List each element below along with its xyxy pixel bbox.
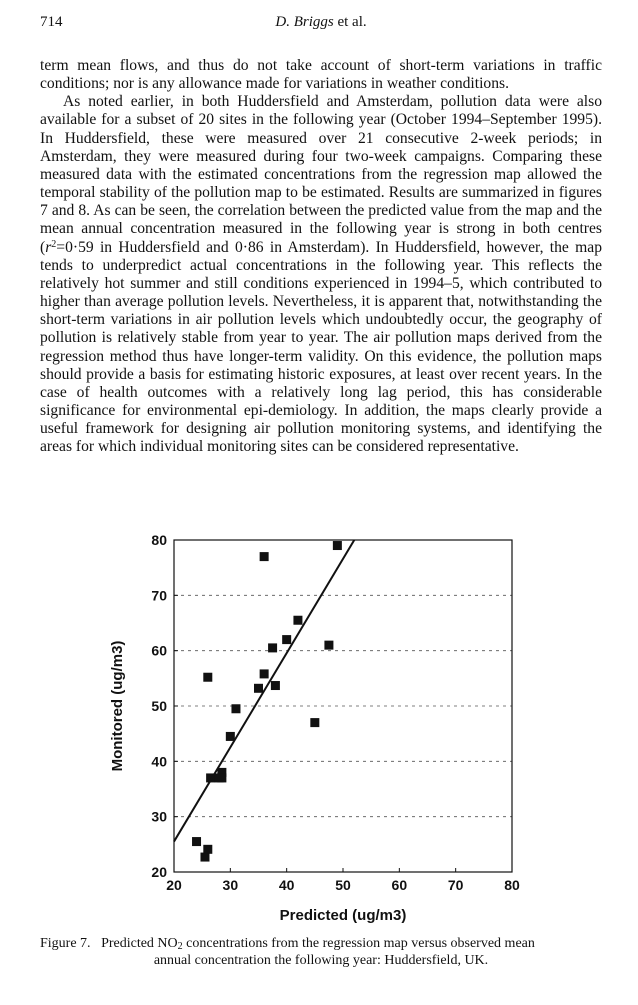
data-point (271, 681, 280, 690)
data-point (192, 837, 201, 846)
x-tick-label: 80 (504, 877, 520, 893)
paragraph-2-part-b: =0·59 in Huddersfield and 0·86 in Amsterdam). In Huddersfield, however, the map tends to underpredict actual concentrations in the following year. This reflects the relatively hot summer and still conditions experienced in 1994–5, which contributed to higher than average pollution levels. Nevertheless, it is apparent that, notwithstanding the short-term variations in air pollution levels which undoubtedly occur, the geography of pollution is relatively stable from year to year. The air pollution maps derived from the regression method thus have longer-term validity. On this evidence, the pollution maps should provide a basis for estimating historic exposures, at least over recent years. In the case of health outcomes with a relatively long lag period, this has considerable significance for environmental epi-demiology. In addition, the maps clearly provide a useful framework for designing air pollution monitoring systems, and identifying the areas for which individual monitoring sites can be considered representative. (40, 238, 602, 456)
x-tick-label: 40 (278, 877, 295, 893)
x-axis-label: Predicted (ug/m3) (279, 907, 407, 924)
figure-caption (40, 935, 602, 969)
data-point (203, 673, 212, 682)
figure-7-chart (100, 520, 530, 930)
x-tick-label: 30 (222, 877, 239, 893)
data-point (226, 732, 235, 741)
chart-points (192, 541, 342, 862)
author-suffix: et al. (333, 14, 367, 30)
data-point (203, 845, 212, 854)
data-point (324, 641, 333, 650)
x-tick-label: 70 (447, 877, 464, 893)
caption-label: Figure 7. (40, 936, 91, 951)
page-number: 714 (40, 14, 63, 30)
chart-fit-line-group (174, 540, 354, 842)
x-tick-label: 20 (166, 877, 182, 893)
caption-text-a: Predicted NO (101, 936, 178, 951)
data-point (254, 684, 263, 693)
caption-line-2: annual concentration the following year: Huddersfield, UK. (153, 953, 489, 968)
data-point (268, 643, 277, 652)
y-tick-label: 60 (151, 642, 167, 659)
y-tick-label: 30 (151, 808, 167, 825)
data-point (231, 704, 240, 713)
paragraph-1: term mean flows, and thus do not take account of short-term variations in traffic conditions; nor is any allowance made for variations in weather conditions. (40, 57, 602, 93)
data-point (293, 616, 302, 625)
data-point (217, 773, 226, 782)
chart-grid (174, 595, 512, 816)
running-header (40, 14, 602, 34)
chart-ticks (151, 532, 520, 893)
x-tick-label: 60 (391, 877, 408, 893)
running-head-author (40, 14, 602, 31)
y-tick-label: 40 (151, 753, 167, 770)
data-point (260, 552, 269, 561)
x-tick-label: 50 (335, 877, 351, 893)
data-point (333, 541, 342, 550)
caption-text-b: concentrations from the regression map versus observed mean (182, 936, 535, 951)
caption-subscript: 2 (177, 941, 183, 952)
author-name: D. Briggs (275, 14, 334, 30)
y-tick-label: 70 (151, 587, 167, 604)
y-tick-label: 80 (151, 532, 167, 548)
y-axis-label: Monitored (ug/m3) (109, 640, 126, 772)
data-point (260, 669, 269, 678)
data-point (200, 853, 209, 862)
r-symbol: r (45, 238, 52, 256)
body-text (40, 57, 602, 456)
y-tick-label: 50 (151, 698, 167, 714)
paragraph-2-part-a: As noted earlier, in both Huddersfield and Amsterdam, pollution data were also available for a subset of 20 sites in the following year (October 1994–September 1995). In Huddersfield, these were measured over 21 consecutive 2-week periods; in Amsterdam, they were measured during four two-week campaigns. Comparing these measured data with the estimated concentrations from the regression map allowed the temporal stability of the pollution map to be estimated. Results are summarized in figures 7 and 8. As can be seen, the correlation between the predicted value from the map and the mean annual concentration measured in the following year is strong in both centres ( (40, 93, 602, 256)
regression-line (174, 540, 354, 842)
y-tick-label: 20 (151, 864, 167, 880)
r-squared-superscript: 2 (51, 238, 57, 250)
paragraph-2 (40, 93, 602, 456)
data-point (310, 718, 319, 727)
data-point (282, 635, 291, 644)
